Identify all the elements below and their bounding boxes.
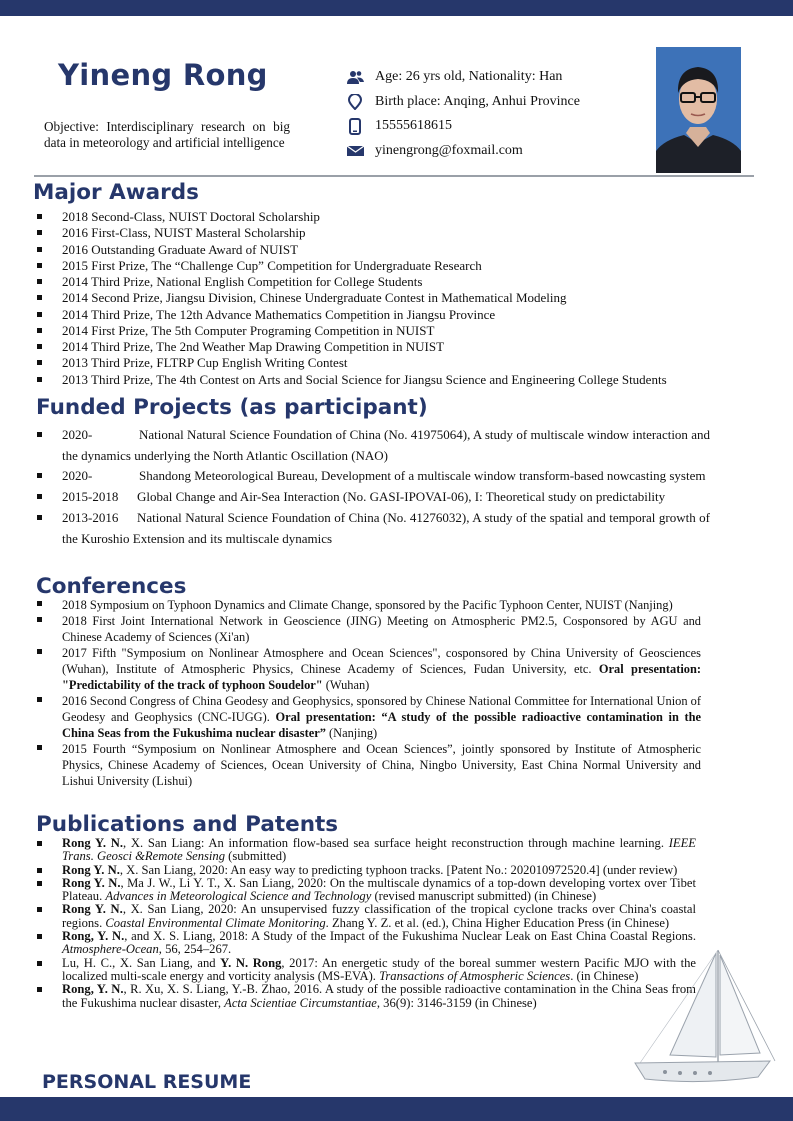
birth-text: Birth place: Anqing, Anhui Province bbox=[375, 93, 580, 109]
top-bar bbox=[0, 0, 793, 16]
project-text: Shandong Meteorological Bureau, Development of a multiscale window transform-based nowcasting system bbox=[139, 468, 706, 484]
award-item bbox=[34, 339, 667, 355]
project-period: 2020- bbox=[62, 468, 93, 484]
publications-list bbox=[34, 837, 696, 1010]
project-period: 2020- bbox=[62, 427, 93, 442]
publication-tail: . Zhang Y. Z. et al. (ed.), China Higher Education Press (in Chinese) bbox=[325, 915, 670, 930]
award-text: 2016 Outstanding Graduate Award of NUIST bbox=[62, 241, 299, 257]
bullet-icon bbox=[37, 617, 42, 622]
award-item bbox=[34, 225, 667, 241]
award-item bbox=[34, 209, 667, 225]
user-group-icon bbox=[345, 70, 365, 85]
bullet-icon bbox=[37, 697, 42, 702]
bullet-icon bbox=[37, 473, 42, 478]
bullet-icon bbox=[37, 868, 42, 873]
publication-text: , and X. S. Liang, 2018: A Study of the Impact of the Fukushima Nuclear Leak on East China Coastal Regions. bbox=[124, 929, 696, 944]
publication-venue: IEEE Trans. Geosci &Remote Sensing bbox=[62, 836, 696, 864]
award-item bbox=[34, 323, 667, 339]
bullet-icon bbox=[37, 934, 42, 939]
conferences-heading: Conferences bbox=[36, 574, 187, 599]
publication-text: , Ma J. W., Li Y. T., X. San Liang, 2020: On the multiscale dynamics of a top-down developing vortex over Tibet Plateau. bbox=[62, 875, 696, 904]
publication-venue: Transactions of Atmospheric Sciences bbox=[379, 968, 571, 983]
bullet-icon bbox=[37, 987, 42, 992]
header-divider bbox=[34, 175, 754, 177]
bottom-bar bbox=[0, 1097, 793, 1121]
publication-item bbox=[34, 837, 696, 864]
award-text: 2014 Third Prize, The 2nd Weather Map Drawing Competition in NUIST bbox=[62, 339, 445, 354]
conference-text: 2018 Symposium on Typhoon Dynamics and Climate Change, sponsored by the Pacific Typhoon Center, NUIST (Nanjing) bbox=[62, 598, 673, 612]
publication-item bbox=[34, 957, 696, 984]
conference-text: 2018 First Joint International Network in Geoscience (JING) Meeting on Atmospheric PM2.5, Cosponsored by AGU and Chinese Academy of Sciences (Xi'an) bbox=[62, 614, 701, 644]
publication-author: Rong Y. N. bbox=[62, 836, 124, 850]
conference-item bbox=[34, 645, 701, 693]
award-item bbox=[34, 355, 667, 371]
publication-tail: . (in Chinese) bbox=[570, 968, 639, 983]
publication-item bbox=[34, 930, 696, 957]
bullet-icon bbox=[37, 328, 42, 333]
profile-photo bbox=[656, 47, 741, 173]
birth-row bbox=[345, 90, 580, 115]
award-item bbox=[34, 307, 667, 323]
publication-venue: Atmosphere-Ocean bbox=[62, 942, 159, 957]
award-item bbox=[34, 372, 667, 388]
project-text: National Natural Science Foundation of China (No. 41276032), A study of the spatial and temporal growth of the Kuroshio Extension and its multiscale dynamics bbox=[62, 509, 710, 546]
publication-author: Rong, Y. N. bbox=[62, 982, 124, 997]
publication-tail: (submitted) bbox=[225, 849, 287, 864]
project-item bbox=[34, 466, 710, 487]
bullet-icon bbox=[37, 360, 42, 365]
awards-list bbox=[34, 209, 667, 388]
bullet-icon bbox=[37, 432, 42, 437]
conference-presentation: Oral presentation: "Predictability of the track of typhoon Soudelor" bbox=[62, 662, 701, 692]
projects-heading: Funded Projects (as participant) bbox=[36, 395, 428, 420]
mail-icon bbox=[345, 145, 365, 157]
bullet-icon bbox=[37, 494, 42, 499]
publication-author: Rong Y. N. bbox=[62, 902, 123, 917]
phone-icon bbox=[345, 118, 365, 135]
conferences-list bbox=[34, 597, 701, 789]
location-pin-icon bbox=[345, 94, 365, 110]
conference-presentation: Oral presentation: “A study of the possible radioactive contamination in the China Seas from the Fukushima nuclear disaster” bbox=[62, 710, 701, 740]
award-text: 2016 First-Class, NUIST Masteral Scholarship bbox=[62, 225, 306, 241]
bullet-icon bbox=[37, 377, 42, 382]
age-text: Age: 26 yrs old, Nationality: Han bbox=[375, 69, 563, 85]
awards-heading: Major Awards bbox=[33, 180, 199, 205]
bullet-icon bbox=[37, 263, 42, 268]
publication-item bbox=[34, 903, 696, 930]
publication-author: Rong Y. N. bbox=[62, 875, 121, 890]
bullet-icon bbox=[37, 230, 42, 235]
project-item bbox=[34, 508, 710, 549]
award-item bbox=[34, 290, 667, 306]
publication-tail: , 36(9): 3146-3159 (in Chinese) bbox=[376, 995, 537, 1010]
project-text: National Natural Science Foundation of China (No. 41975064), A study of multiscale window interaction and the dynamics underlying the North Atlantic Oscillation (NAO) bbox=[62, 427, 710, 463]
publication-venue: Coastal Environmental Climate Monitoring bbox=[105, 915, 326, 930]
publication-tail: (revised manuscript submitted) (in Chinese) bbox=[371, 889, 597, 904]
bullet-icon bbox=[37, 312, 42, 317]
bullet-icon bbox=[37, 745, 42, 750]
conference-item bbox=[34, 597, 701, 613]
conference-item bbox=[34, 741, 701, 789]
award-text: 2014 First Prize, The 5th Computer Programing Competition in NUIST bbox=[62, 322, 435, 338]
award-text: 2014 Third Prize, The 12th Advance Mathematics Competition in Jiangsu Province bbox=[62, 306, 496, 322]
award-text: 2013 Third Prize, The 4th Contest on Arts and Social Science for Jiangsu Science and Engineering College Students bbox=[62, 371, 667, 387]
award-item bbox=[34, 258, 667, 274]
award-text: 2015 First Prize, The “Challenge Cup” Competition for Undergraduate Research bbox=[62, 257, 482, 273]
publications-heading: Publications and Patents bbox=[36, 812, 339, 837]
publication-venue: Acta Scientiae Circumstantiae bbox=[224, 995, 377, 1010]
bullet-icon bbox=[37, 247, 42, 252]
publication-text: , 2017: An energetic study of the boreal summer western Pacific MJO with the localized multi-scale energy and vorticity analysis (MS-EVA). bbox=[62, 955, 696, 983]
resume-name: Yineng Rong bbox=[58, 58, 268, 92]
phone-text: 15555618615 bbox=[375, 118, 452, 134]
award-item bbox=[34, 242, 667, 258]
publication-tail: , 56, 254–267. bbox=[158, 942, 232, 957]
bullet-icon bbox=[37, 601, 42, 606]
bullet-icon bbox=[37, 881, 42, 886]
bullet-icon bbox=[37, 214, 42, 219]
bullet-icon bbox=[37, 649, 42, 654]
publication-author: Rong, Y. N. bbox=[62, 929, 125, 944]
sailboat-illustration bbox=[620, 945, 780, 1100]
publication-text: , X. San Liang: An information flow-based sea surface height reconstruction through machine learning. bbox=[123, 836, 669, 850]
bullet-icon bbox=[37, 344, 42, 349]
award-item bbox=[34, 274, 667, 290]
award-text: 2014 Second Prize, Jiangsu Division, Chinese Undergraduate Contest in Mathematical Modeling bbox=[62, 290, 567, 306]
conference-location: (Wuhan) bbox=[322, 678, 370, 692]
email-row bbox=[345, 139, 580, 164]
conference-text: 2017 Fifth "Symposium on Nonlinear Atmosphere and Ocean Sciences", cosponsored by China University of Geosciences (Wuhan), Institute of Atmospheric Physics, Chinese Academy of Sciences, Fudan University, etc. bbox=[62, 646, 701, 676]
publication-venue: Advances in Meteorological Science and Technology bbox=[105, 889, 372, 904]
personal-info bbox=[345, 65, 580, 163]
bullet-icon bbox=[37, 841, 42, 846]
conference-item bbox=[34, 693, 701, 741]
publication-text: , R. Xu, X. S. Liang, Y.-B. Zhao, 2016. A study of the possible radioactive contamination in the China Seas from the Fukushima nuclear disaster, bbox=[62, 982, 696, 1010]
projects-list bbox=[34, 425, 710, 549]
project-period: 2015-2018 bbox=[62, 489, 119, 505]
bullet-icon bbox=[37, 279, 42, 284]
conference-location: (Nanjing) bbox=[325, 726, 378, 740]
conference-text: 2015 Fourth “Symposium on Nonlinear Atmosphere and Ocean Sciences”, jointly sponsored by Institute of Atmospheric Physics, Chinese Academy of Sciences, Ocean University of China, Ningbo University, East China Normal University and Lishui University (Lishui) bbox=[62, 742, 701, 788]
bullet-icon bbox=[37, 295, 42, 300]
bullet-icon bbox=[37, 961, 42, 966]
conference-item bbox=[34, 613, 701, 645]
award-text: 2014 Third Prize, National English Competition for College Students bbox=[62, 274, 423, 289]
bullet-icon bbox=[37, 907, 42, 912]
publication-author: Rong Y. N. bbox=[62, 862, 120, 877]
publication-item bbox=[34, 864, 696, 877]
publication-item bbox=[34, 983, 696, 1010]
footer-label: PERSONAL RESUME bbox=[42, 1071, 252, 1093]
award-text: 2018 Second-Class, NUIST Doctoral Scholarship bbox=[62, 209, 320, 224]
phone-row bbox=[345, 114, 580, 139]
project-item bbox=[34, 487, 710, 508]
bullet-icon bbox=[37, 515, 42, 520]
publication-item bbox=[34, 877, 696, 904]
publication-text: , X. San Liang, 2020: An unsupervised fuzzy classification of the tropical cyclone tracks over China's coastal regions. bbox=[62, 902, 697, 930]
age-row bbox=[345, 65, 580, 90]
conference-text: 2016 Second Congress of China Geodesy and Geophysics, sponsored by Chinese National Committee for International Union of Geodesy and Geophysics (CNC-IUGG). bbox=[62, 694, 701, 724]
project-item bbox=[34, 425, 710, 466]
award-text: 2013 Third Prize, FLTRP Cup English Writing Contest bbox=[62, 355, 348, 371]
publication-author: Y. N. Rong bbox=[220, 955, 282, 970]
objective-text: Objective: Interdisciplinary research on big data in meteorology and artificial intelligence bbox=[44, 119, 290, 150]
email-text: yinengrong@foxmail.com bbox=[375, 142, 523, 158]
publication-text: , X. San Liang, 2020: An easy way to predicting typhoon tracks. [Patent No.: 202010972520.4] (under review) bbox=[119, 862, 678, 877]
project-period: 2013-2016 bbox=[62, 509, 119, 525]
publication-coauthors: Lu, H. C., X. San Liang, and bbox=[62, 955, 221, 970]
project-text: Global Change and Air-Sea Interaction (No. GASI-IPOVAI-06), I: Theoretical study on predictability bbox=[137, 489, 666, 505]
